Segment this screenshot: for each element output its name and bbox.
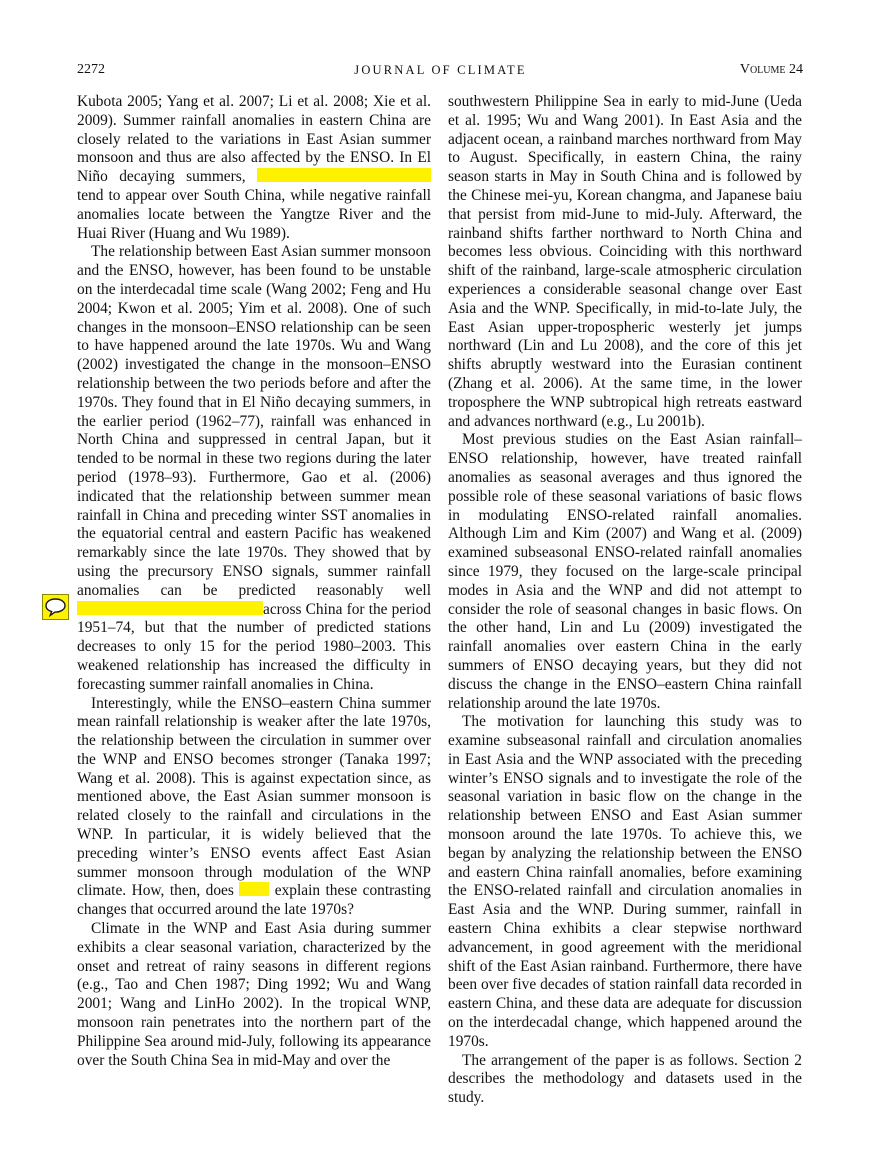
paragraph: Kubota 2005; Yang et al. 2007; Li et al. 2008; Xie et al. 2009). Summer rainfall anomalies in eastern China are closely related to the variations in East Asian summer monsoon and thus are also affected by the ENSO. In El Niño decaying summers, tend to appear over South China, while negative rainfall anomalies locate between the Yangtze River and the Huai River (Huang and Wu 1989).	[77, 93, 431, 242]
page-number: 2272	[77, 62, 105, 77]
paragraph: southwestern Philippine Sea in early to mid-June (Ueda et al. 1995; Wu and Wang 2001). In East Asia and the adjacent ocean, a rainband marches northward from May to August. Specifically, in eastern China, the rainy season starts in May in South China and is followed by the Chinese mei-yu, Korean changma, and Japanese baiu that persist from mid-June to mid-July. Afterward, the rainband shifts farther northward to North China and becomes less obvious. Coinciding with this northward shift of the rainband, large-scale atmospheric circulation experiences a considerable seasonal change over East Asia and the WNP. Specifically, in mid-to-late July, the East Asian upper-tropospheric westerly jet jumps northward (Lin and Lu 2008), and the core of this jet shifts abruptly westward into the Eurasian continent (Zhang et al. 2006). At the same time, in the lower troposphere the WNP subtropical high retreats eastward and advances northward (e.g., Lu 2001b).	[448, 93, 802, 430]
comment-icon[interactable]	[42, 594, 69, 620]
journal-title: JOURNAL OF CLIMATE	[354, 63, 527, 77]
paragraph: Most previous studies on the East Asian rainfall–ENSO relationship, however, have treated rainfall anomalies as seasonal averages and thus ignored the possible role of these seasonal variations of basic flows in modulating ENSO-related rainfall anomalies. Although Lim and Kim (2007) and Wang et al. (2009) examined subseasonal ENSO-related rainfall anomalies since 1979, they focused on the large-scale principal modes in Asia and the WNP and did not attempt to consider the role of seasonal changes in basic flows. On the other hand, Lin and Lu (2009) investigated the rainfall anomalies over eastern China in the early summers of ENSO decaying years, but they did not discuss the change in the ENSO–eastern China rainfall relationship around the late 1970s.	[448, 431, 802, 712]
highlight-annotation[interactable]	[257, 168, 431, 182]
right-column	[448, 93, 802, 1108]
paragraph: The relationship between East Asian summer monsoon and the ENSO, however, has been found to be unstable on the interdecadal time scale (Wang 2002; Feng and Hu 2004; Kwon et al. 2005; Yim et al. 2008). One of such changes in the monsoon–ENSO relationship can be seen to have happened around the late 1970s. Wu and Wang (2002) investigated the change in the monsoon–ENSO relationship between the two periods before and after the 1970s. They found that in El Niño decaying summers, in the earlier period (1962–77), rainfall was enhanced in North China and suppressed in central Japan, but it tended to be normal in these two regions during the later period (1978–93). Furthermore, Gao et al. (2006) indicated that the relationship between summer mean rainfall in China and preceding winter SST anomalies in the equatorial central and eastern Pacific has weakened remarkably since the late 1970s. They showed that by using the precursory ENSO signals, summer rainfall anomalies can be predicted reasonably well across China for the period 1951–74, but that the number of predicted stations decreases to only 15 for the period 1980–2003. This weakened relationship has increased the difficulty in forecasting summer rainfall anomalies in China.	[77, 243, 431, 693]
paragraph: The arrangement of the paper is as follows. Section 2 describes the methodology and datasets used in the study.	[448, 1051, 802, 1107]
paragraph: Climate in the WNP and East Asia during summer exhibits a clear seasonal variation, characterized by the onset and retreat of rainy seasons in different regions (e.g., Tao and Chen 1987; Ding 1992; Wu and Wang 2001; Wang and LinHo 2002). In the tropical WNP, monsoon rain penetrates into the northern part of the Philippine Sea around mid-July, following its appearance over the South China Sea in mid-May and over the	[77, 920, 431, 1069]
highlight-annotation[interactable]	[239, 882, 269, 896]
paragraph: The motivation for launching this study was to examine subseasonal rainfall and circulation anomalies in East Asia and the WNP associated with the preceding winter’s ENSO signals and to investigate the role of the seasonal variation in basic flow on the change in the relationship between ENSO and East Asian summer monsoon around the late 1970s. To achieve this, we began by analyzing the relationship between the ENSO and eastern China rainfall anomalies, before examining the ENSO-related rainfall and circulation anomalies in East Asia and the WNP. During summer, rainfall in eastern China exhibits a clear stepwise northward advancement, in good agreement with the meridional shift of the East Asian rainband. Furthermore, there have been over five decades of station rainfall data recorded in eastern China, and these data are adequate for discussion on the interdecadal change, which happened around the 1970s.	[448, 713, 802, 1050]
paragraph: Interestingly, while the ENSO–eastern China summer mean rainfall relationship is weaker after the late 1970s, the relationship between the circulation in summer over the WNP and ENSO becomes stronger (Tanaka 1997; Wang et al. 2008). This is against expectation since, as mentioned above, the East Asian summer monsoon is related closely to the rainfall and circulations in the WNP. In particular, it is widely believed that the preceding winter’s ENSO events affect East Asian summer monsoon through modulation of the WNP climate. How, then, does explain these contrasting changes that occurred around the late 1970s?	[77, 694, 431, 919]
left-column	[77, 93, 431, 1070]
highlight-annotation[interactable]	[77, 601, 263, 615]
volume-label: Volume 24	[739, 62, 803, 77]
